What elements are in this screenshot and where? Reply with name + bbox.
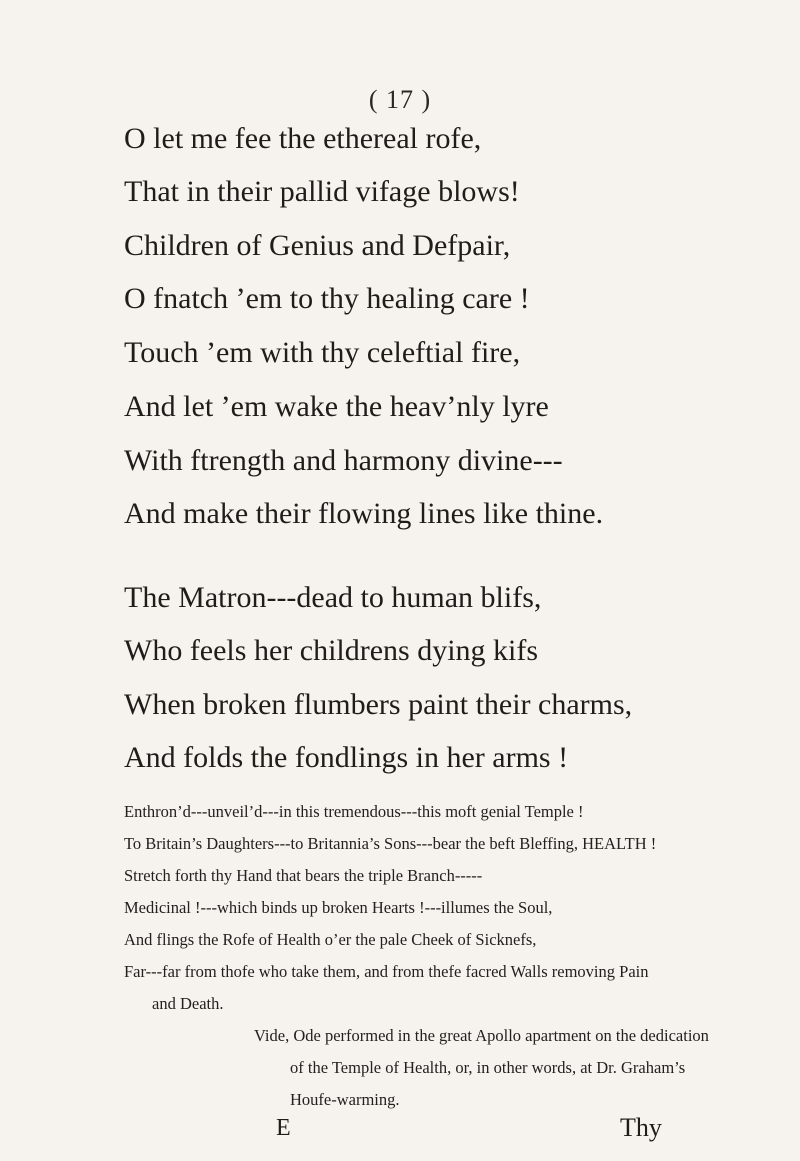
verse-line: Touch ’em with thy celeftial fire, <box>124 336 521 369</box>
verse-line: With ftrength and harmony divine--- <box>124 444 563 477</box>
prose-line: And flings the Rofe of Health o’er the pale Cheek of Sicknefs, <box>124 930 537 949</box>
prose-line: Stretch forth thy Hand that bears the triple Branch----- <box>124 866 483 885</box>
footnote-line: Vide, Ode performed in the great Apollo apartment on the dedication <box>254 1026 709 1045</box>
verse-line: When broken flumbers paint their charms, <box>124 688 633 721</box>
verse-line: And make their flowing lines like thine. <box>124 497 604 530</box>
prose-line: and Death. <box>152 994 224 1013</box>
prose-line: To Britain’s Daughters---to Britannia’s Sons---bear the beft Bleffing, HEALTH ! <box>124 834 657 853</box>
verse-line: O fnatch ’em to thy healing care ! <box>124 282 530 315</box>
footnote-line: of the Temple of Health, or, in other words, at Dr. Graham’s <box>290 1058 686 1077</box>
verse-line: Children of Genius and Defpair, <box>124 229 511 262</box>
prose-line: Enthron’d---unveil’d---in this tremendous---this moft genial Temple ! <box>124 802 584 821</box>
verse-line: And folds the fondlings in her arms ! <box>124 741 569 774</box>
verse-line: Who feels her childrens dying kifs <box>124 634 539 667</box>
verse-line: That in their pallid vifage blows! <box>124 175 520 208</box>
signature-mark: E <box>276 1115 291 1141</box>
footnote-line: Houfe-warming. <box>290 1090 400 1109</box>
prose-line: Far---far from thofe who take them, and from thefe facred Walls removing Pain <box>124 962 649 981</box>
verse-line: And let ’em wake the heav’nly lyre <box>124 390 549 423</box>
catchword: Thy <box>620 1113 662 1142</box>
verse-line: O let me fee the ethereal rofe, <box>124 122 482 155</box>
prose-line: Medicinal !---which binds up broken Hearts !---illumes the Soul, <box>124 898 553 917</box>
verse-line: The Matron---dead to human blifs, <box>124 581 542 614</box>
page-number: ( 17 ) <box>368 85 432 114</box>
